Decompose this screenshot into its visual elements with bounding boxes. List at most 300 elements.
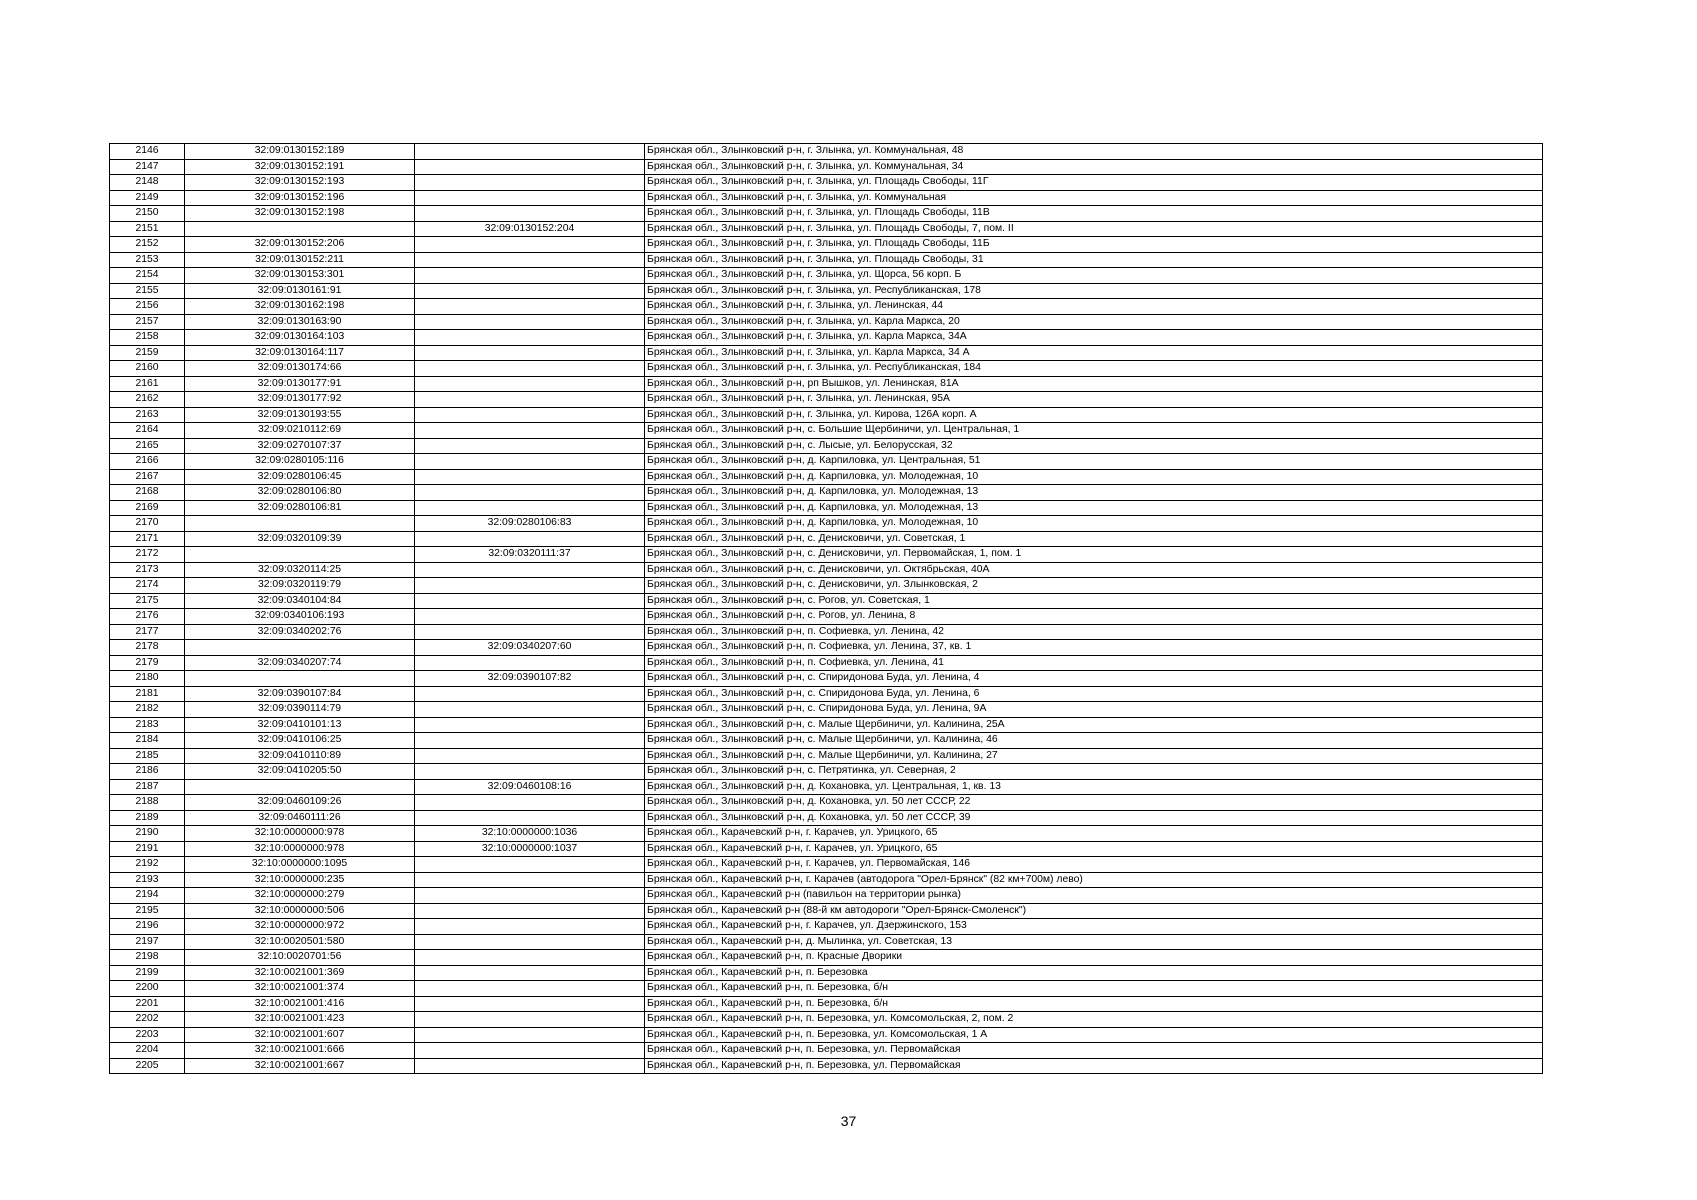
row-number-cell: 2205 (110, 1058, 185, 1074)
address-cell: Брянская обл., Карачевский р-н, г. Карачев (автодорога "Орел-Брянск" (82 км+700м) лево) (645, 872, 1543, 888)
premises-cadastral-number-cell (415, 624, 645, 640)
row-number-cell: 2182 (110, 702, 185, 718)
address-cell: Брянская обл., Злынковский р-н, г. Злынка, ул. Щорса, 56 корп. Б (645, 268, 1543, 284)
address-cell: Брянская обл., Злынковский р-н, с. Петрятинка, ул. Северная, 2 (645, 764, 1543, 780)
address-cell: Брянская обл., Злынковский р-н, рп Вышков, ул. Ленинская, 81А (645, 376, 1543, 392)
cadastral-number-cell: 32:09:0280105:116 (185, 454, 415, 470)
cadastral-number-cell: 32:10:0021001:369 (185, 965, 415, 981)
cadastral-number-cell: 32:09:0130153:301 (185, 268, 415, 284)
address-cell: Брянская обл., Карачевский р-н, г. Карачев, ул. Урицкого, 65 (645, 826, 1543, 842)
premises-cadastral-number-cell (415, 330, 645, 346)
address-cell: Брянская обл., Злынковский р-н, с. Малые Щербиничи, ул. Калинина, 46 (645, 733, 1543, 749)
premises-cadastral-number-cell (415, 423, 645, 439)
table-row (110, 919, 1543, 935)
row-number-cell: 2176 (110, 609, 185, 625)
cadastral-number-cell (185, 640, 415, 656)
table-row (110, 500, 1543, 516)
table-row (110, 283, 1543, 299)
table-row (110, 252, 1543, 268)
premises-cadastral-number-cell (415, 655, 645, 671)
cadastral-number-cell: 32:09:0410205:50 (185, 764, 415, 780)
premises-cadastral-number-cell (415, 376, 645, 392)
address-cell: Брянская обл., Злынковский р-н, д. Карпиловка, ул. Молодежная, 10 (645, 469, 1543, 485)
address-cell: Брянская обл., Злынковский р-н, п. Софиевка, ул. Ленина, 42 (645, 624, 1543, 640)
premises-cadastral-number-cell (415, 764, 645, 780)
address-cell: Брянская обл., Злынковский р-н, д. Кохановка, ул. Центральная, 1, кв. 13 (645, 779, 1543, 795)
table-row (110, 686, 1543, 702)
table-row (110, 485, 1543, 501)
cadastral-number-cell: 32:09:0410106:25 (185, 733, 415, 749)
table-row (110, 268, 1543, 284)
cadastral-number-cell: 32:10:0000000:279 (185, 888, 415, 904)
table-row (110, 779, 1543, 795)
cadastral-number-cell: 32:09:0130161:91 (185, 283, 415, 299)
address-cell: Брянская обл., Карачевский р-н, п. Березовка, б/н (645, 996, 1543, 1012)
table-row (110, 702, 1543, 718)
premises-cadastral-number-cell (415, 345, 645, 361)
row-number-cell: 2149 (110, 190, 185, 206)
premises-cadastral-number-cell (415, 934, 645, 950)
premises-cadastral-number-cell (415, 733, 645, 749)
table-row (110, 345, 1543, 361)
address-cell: Брянская обл., Злынковский р-н, г. Злынка, ул. Карла Маркса, 34А (645, 330, 1543, 346)
row-number-cell: 2185 (110, 748, 185, 764)
cadastral-number-cell: 32:09:0130164:117 (185, 345, 415, 361)
row-number-cell: 2175 (110, 593, 185, 609)
premises-cadastral-number-cell (415, 190, 645, 206)
row-number-cell: 2172 (110, 547, 185, 563)
table-row (110, 454, 1543, 470)
premises-cadastral-number-cell (415, 996, 645, 1012)
premises-cadastral-number-cell (415, 237, 645, 253)
cadastral-number-cell: 32:10:0021001:416 (185, 996, 415, 1012)
premises-cadastral-number-cell: 32:09:0340207:60 (415, 640, 645, 656)
premises-cadastral-number-cell (415, 578, 645, 594)
row-number-cell: 2170 (110, 516, 185, 532)
cadastral-number-cell: 32:10:0021001:666 (185, 1043, 415, 1059)
premises-cadastral-number-cell (415, 485, 645, 501)
cadastral-number-cell: 32:09:0460111:26 (185, 810, 415, 826)
premises-cadastral-number-cell (415, 686, 645, 702)
row-number-cell: 2151 (110, 221, 185, 237)
cadastral-number-cell (185, 671, 415, 687)
address-cell: Брянская обл., Карачевский р-н, г. Карачев, ул. Дзержинского, 153 (645, 919, 1543, 935)
row-number-cell: 2147 (110, 159, 185, 175)
row-number-cell: 2193 (110, 872, 185, 888)
row-number-cell: 2171 (110, 531, 185, 547)
address-cell: Брянская обл., Злынковский р-н, г. Злынка, ул. Республиканская, 184 (645, 361, 1543, 377)
premises-cadastral-number-cell (415, 454, 645, 470)
cadastral-number-cell: 32:10:0020701:56 (185, 950, 415, 966)
premises-cadastral-number-cell (415, 500, 645, 516)
cadastral-number-cell: 32:09:0130152:193 (185, 175, 415, 191)
premises-cadastral-number-cell (415, 965, 645, 981)
row-number-cell: 2191 (110, 841, 185, 857)
row-number-cell: 2188 (110, 795, 185, 811)
premises-cadastral-number-cell (415, 252, 645, 268)
address-cell: Брянская обл., Злынковский р-н, г. Злынка, ул. Площадь Свободы, 7, пом. II (645, 221, 1543, 237)
address-cell: Брянская обл., Злынковский р-н, г. Злынка, ул. Коммунальная, 34 (645, 159, 1543, 175)
premises-cadastral-number-cell (415, 702, 645, 718)
row-number-cell: 2159 (110, 345, 185, 361)
property-table-body (110, 144, 1543, 1074)
premises-cadastral-number-cell (415, 981, 645, 997)
address-cell: Брянская обл., Злынковский р-н, д. Карпиловка, ул. Молодежная, 13 (645, 485, 1543, 501)
premises-cadastral-number-cell: 32:10:0000000:1037 (415, 841, 645, 857)
table-row (110, 671, 1543, 687)
row-number-cell: 2174 (110, 578, 185, 594)
cadastral-number-cell (185, 516, 415, 532)
premises-cadastral-number-cell (415, 795, 645, 811)
address-cell: Брянская обл., Карачевский р-н, п. Березовка, ул. Комсомольская, 1 А (645, 1027, 1543, 1043)
table-row (110, 1027, 1543, 1043)
page-number: 37 (840, 1113, 857, 1129)
cadastral-number-cell: 32:10:0020501:580 (185, 934, 415, 950)
premises-cadastral-number-cell: 32:09:0280106:83 (415, 516, 645, 532)
cadastral-number-cell: 32:09:0340202:76 (185, 624, 415, 640)
cadastral-number-cell: 32:09:0280106:80 (185, 485, 415, 501)
address-cell: Брянская обл., Злынковский р-н, г. Злынка, ул. Кирова, 126А корп. А (645, 407, 1543, 423)
address-cell: Брянская обл., Карачевский р-н, п. Березовка (645, 965, 1543, 981)
cadastral-number-cell: 32:09:0130152:191 (185, 159, 415, 175)
table-row (110, 206, 1543, 222)
address-cell: Брянская обл., Злынковский р-н, г. Злынка, ул. Карла Маркса, 20 (645, 314, 1543, 330)
table-row (110, 655, 1543, 671)
row-number-cell: 2163 (110, 407, 185, 423)
table-row (110, 950, 1543, 966)
cadastral-number-cell: 32:09:0130164:103 (185, 330, 415, 346)
table-row (110, 469, 1543, 485)
cadastral-number-cell (185, 779, 415, 795)
address-cell: Брянская обл., Злынковский р-н, г. Злынка, ул. Ленинская, 95А (645, 392, 1543, 408)
table-row (110, 1012, 1543, 1028)
table-row (110, 547, 1543, 563)
table-row (110, 1043, 1543, 1059)
address-cell: Брянская обл., Злынковский р-н, д. Кохановка, ул. 50 лет СССР, 22 (645, 795, 1543, 811)
cadastral-number-cell: 32:09:0130152:196 (185, 190, 415, 206)
row-number-cell: 2173 (110, 562, 185, 578)
table-row (110, 438, 1543, 454)
cadastral-number-cell: 32:09:0460109:26 (185, 795, 415, 811)
table-row (110, 903, 1543, 919)
table-row (110, 733, 1543, 749)
address-cell: Брянская обл., Злынковский р-н, д. Карпиловка, ул. Центральная, 51 (645, 454, 1543, 470)
row-number-cell: 2156 (110, 299, 185, 315)
table-row (110, 376, 1543, 392)
premises-cadastral-number-cell (415, 268, 645, 284)
table-row (110, 159, 1543, 175)
address-cell: Брянская обл., Карачевский р-н (павильон на территории рынка) (645, 888, 1543, 904)
premises-cadastral-number-cell (415, 206, 645, 222)
row-number-cell: 2202 (110, 1012, 185, 1028)
premises-cadastral-number-cell (415, 903, 645, 919)
address-cell: Брянская обл., Злынковский р-н, с. Денисковичи, ул. Октябрьская, 40А (645, 562, 1543, 578)
premises-cadastral-number-cell (415, 857, 645, 873)
cadastral-number-cell: 32:10:0000000:506 (185, 903, 415, 919)
premises-cadastral-number-cell (415, 919, 645, 935)
table-row (110, 1058, 1543, 1074)
cadastral-number-cell: 32:09:0130152:206 (185, 237, 415, 253)
premises-cadastral-number-cell (415, 888, 645, 904)
row-number-cell: 2166 (110, 454, 185, 470)
cadastral-number-cell: 32:09:0410101:13 (185, 717, 415, 733)
address-cell: Брянская обл., Карачевский р-н, п. Березовка, б/н (645, 981, 1543, 997)
row-number-cell: 2157 (110, 314, 185, 330)
row-number-cell: 2196 (110, 919, 185, 935)
row-number-cell: 2177 (110, 624, 185, 640)
table-row (110, 578, 1543, 594)
address-cell: Брянская обл., Карачевский р-н, п. Березовка, ул. Комсомольская, 2, пом. 2 (645, 1012, 1543, 1028)
cadastral-number-cell: 32:09:0130162:198 (185, 299, 415, 315)
table-row (110, 857, 1543, 873)
cadastral-number-cell: 32:10:0021001:423 (185, 1012, 415, 1028)
cadastral-number-cell: 32:10:0021001:667 (185, 1058, 415, 1074)
property-table (109, 143, 1543, 1074)
table-row (110, 624, 1543, 640)
table-row (110, 609, 1543, 625)
cadastral-number-cell: 32:09:0130152:189 (185, 144, 415, 160)
row-number-cell: 2179 (110, 655, 185, 671)
cadastral-number-cell: 32:10:0000000:1095 (185, 857, 415, 873)
premises-cadastral-number-cell: 32:09:0390107:82 (415, 671, 645, 687)
table-row (110, 981, 1543, 997)
table-row (110, 888, 1543, 904)
table-row (110, 531, 1543, 547)
table-row (110, 221, 1543, 237)
row-number-cell: 2204 (110, 1043, 185, 1059)
table-row (110, 748, 1543, 764)
cadastral-number-cell: 32:09:0320114:25 (185, 562, 415, 578)
row-number-cell: 2180 (110, 671, 185, 687)
row-number-cell: 2190 (110, 826, 185, 842)
row-number-cell: 2154 (110, 268, 185, 284)
cadastral-number-cell: 32:09:0130152:211 (185, 252, 415, 268)
table-row (110, 423, 1543, 439)
row-number-cell: 2184 (110, 733, 185, 749)
row-number-cell: 2201 (110, 996, 185, 1012)
table-row (110, 593, 1543, 609)
premises-cadastral-number-cell (415, 872, 645, 888)
premises-cadastral-number-cell (415, 469, 645, 485)
address-cell: Брянская обл., Злынковский р-н, с. Малые Щербиничи, ул. Калинина, 25А (645, 717, 1543, 733)
row-number-cell: 2160 (110, 361, 185, 377)
row-number-cell: 2183 (110, 717, 185, 733)
cadastral-number-cell: 32:09:0130174:66 (185, 361, 415, 377)
premises-cadastral-number-cell: 32:09:0460108:16 (415, 779, 645, 795)
premises-cadastral-number-cell (415, 314, 645, 330)
cadastral-number-cell: 32:09:0280106:81 (185, 500, 415, 516)
table-row (110, 562, 1543, 578)
cadastral-number-cell: 32:09:0340104:84 (185, 593, 415, 609)
address-cell: Брянская обл., Злынковский р-н, г. Злынка, ул. Республиканская, 178 (645, 283, 1543, 299)
table-row (110, 996, 1543, 1012)
address-cell: Брянская обл., Злынковский р-н, с. Денисковичи, ул. Первомайская, 1, пом. 1 (645, 547, 1543, 563)
table-row (110, 640, 1543, 656)
premises-cadastral-number-cell (415, 438, 645, 454)
address-cell: Брянская обл., Карачевский р-н, п. Красные Дворики (645, 950, 1543, 966)
address-cell: Брянская обл., Злынковский р-н, с. Спиридонова Буда, ул. Ленина, 4 (645, 671, 1543, 687)
row-number-cell: 2162 (110, 392, 185, 408)
premises-cadastral-number-cell: 32:09:0320111:37 (415, 547, 645, 563)
premises-cadastral-number-cell (415, 144, 645, 160)
address-cell: Брянская обл., Злынковский р-н, г. Злынка, ул. Площадь Свободы, 11Г (645, 175, 1543, 191)
cadastral-number-cell: 32:09:0320119:79 (185, 578, 415, 594)
table-row (110, 810, 1543, 826)
address-cell: Брянская обл., Злынковский р-н, с. Рогов, ул. Ленина, 8 (645, 609, 1543, 625)
cadastral-number-cell: 32:10:0021001:607 (185, 1027, 415, 1043)
cadastral-number-cell: 32:09:0390114:79 (185, 702, 415, 718)
table-row (110, 934, 1543, 950)
cadastral-number-cell: 32:10:0021001:374 (185, 981, 415, 997)
row-number-cell: 2186 (110, 764, 185, 780)
table-row (110, 965, 1543, 981)
row-number-cell: 2197 (110, 934, 185, 950)
cadastral-number-cell: 32:09:0340207:74 (185, 655, 415, 671)
address-cell: Брянская обл., Злынковский р-н, д. Карпиловка, ул. Молодежная, 10 (645, 516, 1543, 532)
table-row (110, 237, 1543, 253)
cadastral-number-cell (185, 547, 415, 563)
row-number-cell: 2189 (110, 810, 185, 826)
row-number-cell: 2200 (110, 981, 185, 997)
address-cell: Брянская обл., Злынковский р-н, г. Злынка, ул. Площадь Свободы, 31 (645, 252, 1543, 268)
premises-cadastral-number-cell (415, 175, 645, 191)
row-number-cell: 2181 (110, 686, 185, 702)
table-row (110, 144, 1543, 160)
table-row (110, 407, 1543, 423)
table-row (110, 872, 1543, 888)
premises-cadastral-number-cell (415, 392, 645, 408)
premises-cadastral-number-cell (415, 1027, 645, 1043)
cadastral-number-cell: 32:10:0000000:235 (185, 872, 415, 888)
row-number-cell: 2152 (110, 237, 185, 253)
premises-cadastral-number-cell (415, 562, 645, 578)
address-cell: Брянская обл., Злынковский р-н, г. Злынка, ул. Коммунальная, 48 (645, 144, 1543, 160)
cadastral-number-cell: 32:09:0130177:92 (185, 392, 415, 408)
address-cell: Брянская обл., Злынковский р-н, с. Лысые, ул. Белорусская, 32 (645, 438, 1543, 454)
cadastral-number-cell: 32:09:0130193:55 (185, 407, 415, 423)
address-cell: Брянская обл., Злынковский р-н, с. Спиридонова Буда, ул. Ленина, 6 (645, 686, 1543, 702)
address-cell: Брянская обл., Злынковский р-н, г. Злынка, ул. Карла Маркса, 34 А (645, 345, 1543, 361)
cadastral-number-cell: 32:09:0390107:84 (185, 686, 415, 702)
table-row (110, 795, 1543, 811)
cadastral-number-cell: 32:10:0000000:972 (185, 919, 415, 935)
table-row (110, 175, 1543, 191)
premises-cadastral-number-cell (415, 407, 645, 423)
premises-cadastral-number-cell (415, 1058, 645, 1074)
row-number-cell: 2161 (110, 376, 185, 392)
premises-cadastral-number-cell (415, 717, 645, 733)
table-row (110, 314, 1543, 330)
table-row (110, 392, 1543, 408)
premises-cadastral-number-cell (415, 1012, 645, 1028)
row-number-cell: 2178 (110, 640, 185, 656)
address-cell: Брянская обл., Карачевский р-н, г. Карачев, ул. Урицкого, 65 (645, 841, 1543, 857)
row-number-cell: 2165 (110, 438, 185, 454)
address-cell: Брянская обл., Злынковский р-н, г. Злынка, ул. Ленинская, 44 (645, 299, 1543, 315)
row-number-cell: 2195 (110, 903, 185, 919)
cadastral-number-cell: 32:09:0130163:90 (185, 314, 415, 330)
row-number-cell: 2199 (110, 965, 185, 981)
row-number-cell: 2164 (110, 423, 185, 439)
cadastral-number-cell: 32:09:0130177:91 (185, 376, 415, 392)
address-cell: Брянская обл., Злынковский р-н, г. Злынка, ул. Площадь Свободы, 11Б (645, 237, 1543, 253)
address-cell: Брянская обл., Злынковский р-н, с. Рогов, ул. Советская, 1 (645, 593, 1543, 609)
address-cell: Брянская обл., Злынковский р-н, с. Малые Щербиничи, ул. Калинина, 27 (645, 748, 1543, 764)
address-cell: Брянская обл., Злынковский р-н, п. Софиевка, ул. Ленина, 41 (645, 655, 1543, 671)
row-number-cell: 2167 (110, 469, 185, 485)
row-number-cell: 2194 (110, 888, 185, 904)
row-number-cell: 2150 (110, 206, 185, 222)
cadastral-number-cell: 32:10:0000000:978 (185, 826, 415, 842)
cadastral-number-cell: 32:09:0210112:69 (185, 423, 415, 439)
row-number-cell: 2192 (110, 857, 185, 873)
row-number-cell: 2158 (110, 330, 185, 346)
cadastral-number-cell: 32:09:0280106:45 (185, 469, 415, 485)
row-number-cell: 2153 (110, 252, 185, 268)
address-cell: Брянская обл., Злынковский р-н, с. Большие Щербиничи, ул. Центральная, 1 (645, 423, 1543, 439)
row-number-cell: 2155 (110, 283, 185, 299)
row-number-cell: 2169 (110, 500, 185, 516)
address-cell: Брянская обл., Злынковский р-н, д. Карпиловка, ул. Молодежная, 13 (645, 500, 1543, 516)
cadastral-number-cell (185, 221, 415, 237)
row-number-cell: 2146 (110, 144, 185, 160)
address-cell: Брянская обл., Карачевский р-н, п. Березовка, ул. Первомайская (645, 1043, 1543, 1059)
address-cell: Брянская обл., Карачевский р-н, п. Березовка, ул. Первомайская (645, 1058, 1543, 1074)
row-number-cell: 2203 (110, 1027, 185, 1043)
address-cell: Брянская обл., Злынковский р-н, с. Денисковичи, ул. Советская, 1 (645, 531, 1543, 547)
cadastral-number-cell: 32:09:0130152:198 (185, 206, 415, 222)
row-number-cell: 2148 (110, 175, 185, 191)
cadastral-number-cell: 32:09:0340106:193 (185, 609, 415, 625)
address-cell: Брянская обл., Злынковский р-н, с. Денисковичи, ул. Злынковская, 2 (645, 578, 1543, 594)
premises-cadastral-number-cell (415, 283, 645, 299)
premises-cadastral-number-cell (415, 810, 645, 826)
table-row (110, 299, 1543, 315)
table-row (110, 717, 1543, 733)
premises-cadastral-number-cell: 32:10:0000000:1036 (415, 826, 645, 842)
premises-cadastral-number-cell (415, 593, 645, 609)
address-cell: Брянская обл., Злынковский р-н, г. Злынка, ул. Коммунальная (645, 190, 1543, 206)
cadastral-number-cell: 32:10:0000000:978 (185, 841, 415, 857)
premises-cadastral-number-cell (415, 609, 645, 625)
premises-cadastral-number-cell: 32:09:0130152:204 (415, 221, 645, 237)
table-row (110, 764, 1543, 780)
address-cell: Брянская обл., Карачевский р-н (88-й км автодороги "Орел-Брянск-Смоленск") (645, 903, 1543, 919)
address-cell: Брянская обл., Злынковский р-н, с. Спиридонова Буда, ул. Ленина, 9А (645, 702, 1543, 718)
row-number-cell: 2198 (110, 950, 185, 966)
table-row (110, 516, 1543, 532)
premises-cadastral-number-cell (415, 531, 645, 547)
table-row (110, 330, 1543, 346)
address-cell: Брянская обл., Злынковский р-н, д. Кохановка, ул. 50 лет СССР, 39 (645, 810, 1543, 826)
table-row (110, 841, 1543, 857)
cadastral-number-cell: 32:09:0320109:39 (185, 531, 415, 547)
table-row (110, 190, 1543, 206)
address-cell: Брянская обл., Злынковский р-н, п. Софиевка, ул. Ленина, 37, кв. 1 (645, 640, 1543, 656)
cadastral-number-cell: 32:09:0410110:89 (185, 748, 415, 764)
row-number-cell: 2168 (110, 485, 185, 501)
address-cell: Брянская обл., Злынковский р-н, г. Злынка, ул. Площадь Свободы, 11В (645, 206, 1543, 222)
premises-cadastral-number-cell (415, 1043, 645, 1059)
premises-cadastral-number-cell (415, 159, 645, 175)
premises-cadastral-number-cell (415, 299, 645, 315)
address-cell: Брянская обл., Карачевский р-н, г. Карачев, ул. Первомайская, 146 (645, 857, 1543, 873)
premises-cadastral-number-cell (415, 950, 645, 966)
premises-cadastral-number-cell (415, 748, 645, 764)
table-row (110, 826, 1543, 842)
table-row (110, 361, 1543, 377)
address-cell: Брянская обл., Карачевский р-н, д. Мылинка, ул. Советская, 13 (645, 934, 1543, 950)
